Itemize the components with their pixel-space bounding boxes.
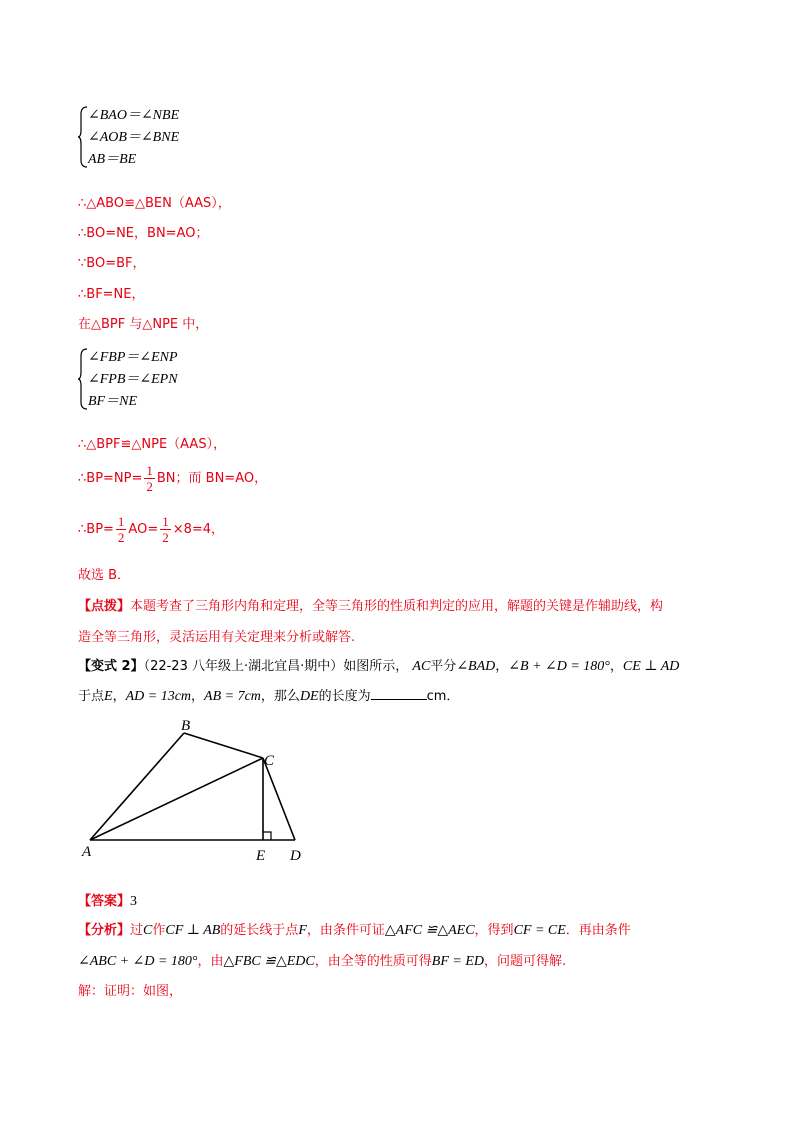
analysis-line-2 [78, 950, 566, 970]
math-congruence-afc-aec: △AFC ≌△AEC [384, 923, 475, 938]
step-in-triangles: 在△BPF 与△NPE 中， [78, 317, 209, 332]
step-congruent-2: ∴△BPF≌△NPE（AAS）， [78, 437, 227, 452]
step-bp1-prefix: ∴BP=NP= [78, 471, 143, 486]
step-bp2-middle: AO= [128, 522, 159, 537]
label-b: B [181, 718, 191, 734]
comment-line-1 [78, 595, 663, 614]
system2-line-3: BF＝NE [88, 394, 137, 409]
analysis-text: ，得到 [474, 923, 514, 938]
math-angle-sum: ∠B + ∠D = 180° [508, 659, 610, 674]
comment-text-2: 造全等三角形，灵活运用有关定理来分析或解答. [78, 630, 356, 645]
variant-text: 于点 [78, 689, 105, 704]
math-ac: AC [412, 659, 431, 674]
variant-text: 平分 [430, 659, 457, 674]
variant-tag: 【变式 2】 [78, 659, 144, 674]
fraction-numerator: 1 [117, 514, 125, 529]
analysis-text: ，由条件可证 [306, 923, 385, 938]
segment-ab [90, 733, 184, 840]
math-congruence-fbc-edc: △FBC ≌△EDC [223, 954, 315, 969]
variant-text: ， [609, 659, 623, 674]
analysis-text: ，问题可得解. [483, 954, 567, 969]
analysis-line-1 [78, 919, 631, 939]
segment-cd [263, 758, 295, 840]
step-bo-bf: ∵BO=BF， [78, 256, 146, 271]
variant-text: ， [191, 689, 205, 704]
analysis-text: ，由全等的性质可得 [314, 954, 432, 969]
fraction-numerator: 1 [146, 463, 153, 478]
step-bp1-suffix: BN；而 BN=AO， [156, 471, 268, 486]
variant-text: ， [112, 689, 126, 704]
analysis-text: ，由 [197, 954, 224, 969]
system2-line-2: ∠FPB＝∠EPN [88, 372, 178, 387]
step-bp-half-bn [78, 463, 267, 494]
analysis-text: 的延长线于点 [220, 923, 299, 938]
math-cf-perp-ab: CF ⊥ AB [165, 923, 221, 938]
fraction-numerator: 1 [162, 514, 169, 529]
comment-tag: 【点拨】 [78, 599, 131, 614]
answer-line [78, 890, 137, 910]
math-ce-perp-ad: CE ⊥ AD [622, 659, 680, 674]
fraction-half [160, 514, 171, 545]
left-brace-icon [78, 348, 88, 410]
label-e: E [256, 848, 266, 864]
solution-start: 解：证明：如图， [78, 984, 183, 999]
system1-line-1: ∠BAO＝∠NBE [88, 108, 180, 123]
answer-tag: 【答案】 [78, 894, 131, 909]
math-ab: AB = 7cm [204, 689, 261, 704]
label-a: A [82, 844, 92, 860]
system1-line-3: AB＝BE [88, 152, 137, 167]
analysis-text: ．再由条件 [565, 923, 631, 938]
analysis-tag: 【分析】 [78, 923, 131, 938]
fraction-denominator: 2 [162, 530, 169, 545]
variant-line-1 [78, 655, 679, 675]
choice-line: 故选 B． [78, 568, 131, 583]
label-c: C [264, 753, 275, 769]
system1-line-2: ∠AOB＝∠BNE [88, 130, 180, 145]
answer-value: 3 [130, 894, 138, 909]
label-d: D [290, 848, 301, 864]
geometry-figure [80, 718, 340, 868]
math-cf-ce: CF = CE [513, 923, 566, 938]
left-brace-icon [78, 106, 88, 168]
variant-source: （22-23 八年级上·湖北宜昌·期中）如图所示， [143, 659, 409, 674]
analysis-text: 过 [130, 923, 144, 938]
right-angle-mark [263, 832, 271, 840]
step-bo-ne: ∴BO=NE，BN=AO； [78, 226, 209, 241]
fraction-half [116, 514, 127, 545]
answer-blank [371, 687, 427, 700]
fraction-half [144, 463, 155, 494]
step-bp2-prefix: ∴BP= [78, 522, 114, 537]
comment-text-1: 本题考查了三角形内角和定理，全等三角形的性质和判定的应用，解题的关键是作辅助线，构 [130, 599, 664, 614]
variant-text: 的长度为 [318, 689, 371, 704]
variant-text: ， [495, 659, 509, 674]
math-de: DE [299, 689, 319, 704]
fraction-denominator: 2 [117, 530, 125, 545]
step-bp-value [78, 514, 224, 545]
math-ad: AD = 13cm [125, 689, 192, 704]
variant-line-2 [78, 685, 459, 705]
segment-bc [184, 733, 263, 758]
analysis-text: 作 [152, 923, 166, 938]
math-bf-ed: BF = ED [431, 954, 484, 969]
math-angle-bad: ∠BAD [456, 659, 496, 674]
variant-unit: cm． [426, 689, 460, 704]
system2-line-1: ∠FBP＝∠ENP [88, 350, 178, 365]
step-congruent-1: ∴△ABO≌△BEN（AAS）， [78, 196, 231, 211]
segment-ac [90, 758, 263, 840]
variant-text: ，那么 [260, 689, 300, 704]
math-e: E [104, 689, 113, 704]
step-bp2-suffix: ×8=4， [172, 522, 225, 537]
math-angle-condition: ∠ABC + ∠D = 180° [78, 954, 198, 969]
step-bf-ne: ∴BF=NE， [78, 287, 145, 302]
fraction-denominator: 2 [146, 479, 153, 494]
math-c: C [143, 923, 153, 938]
math-f: F [298, 923, 307, 938]
